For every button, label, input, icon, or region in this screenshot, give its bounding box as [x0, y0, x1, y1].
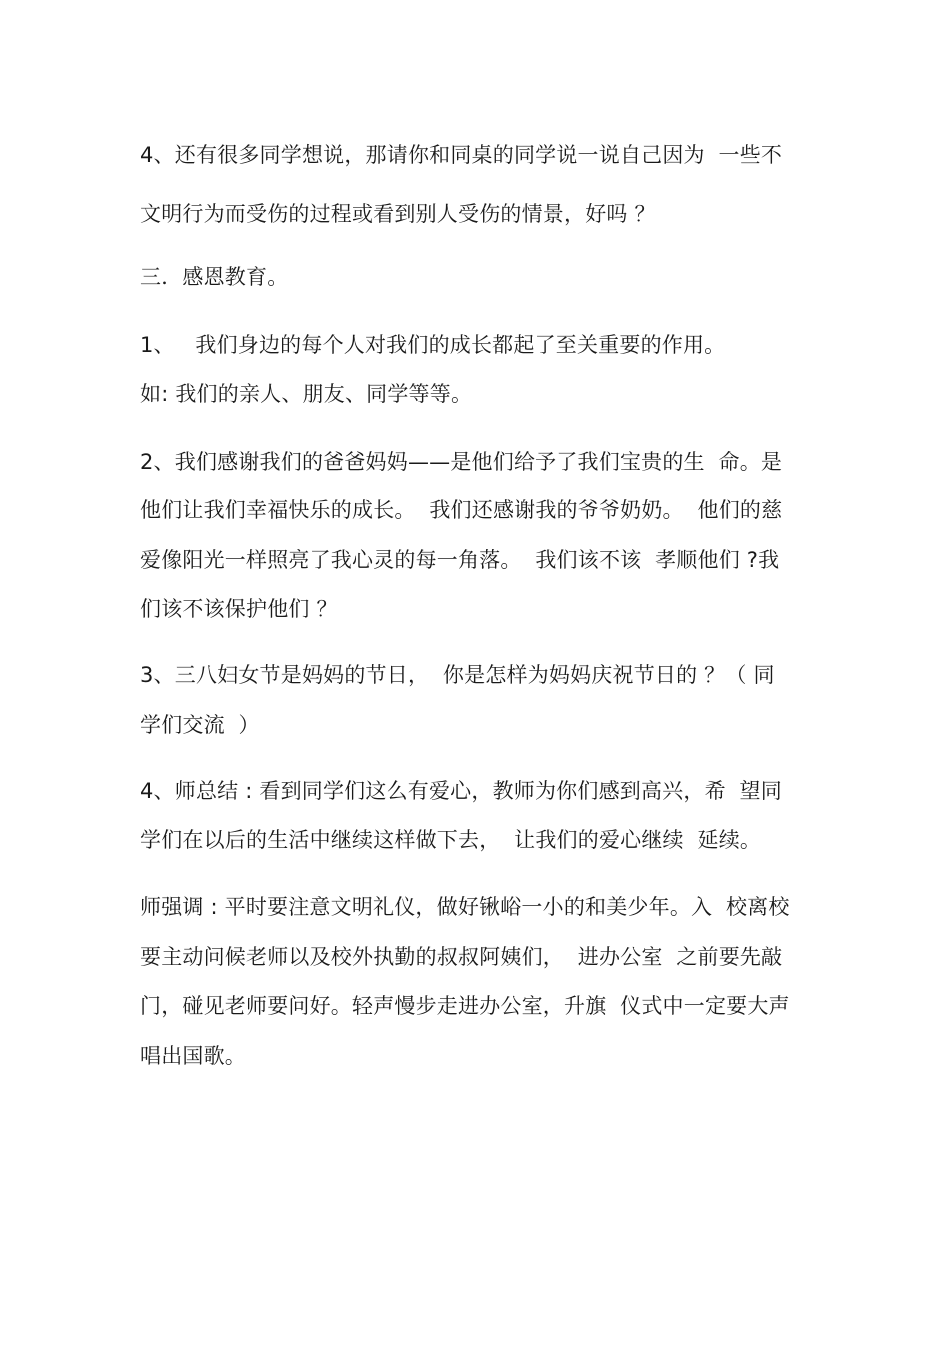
text-line: 要主动问候老师以及校外执勤的叔叔阿姨们， 进办公室 之前要先敲 [140, 945, 783, 969]
text-line: 门，碰见老师要问好。轻声慢步走进办公室，升旗 仪式中一定要大声 [140, 994, 790, 1018]
text-line: 师强调 : 平时要注意文明礼仪，做好锹峪一小的和美少年。入 校离校 [140, 895, 790, 919]
text-line: 学们交流 ） [140, 713, 260, 737]
text-line: 唱出国歌。 [140, 1044, 246, 1068]
text-line: 4、还有很多同学想说，那请你和同桌的同学说一说自己因为 一些不 [140, 143, 783, 167]
text-line: 如: 我们的亲人、朋友、同学等等。 [140, 382, 473, 406]
text-line: 他们让我们幸福快乐的成长。 我们还感谢我的爷爷奶奶。 他们的慈 [140, 498, 783, 522]
text-line: 爱像阳光一样照亮了我心灵的每一角落。 我们该不该 孝顺他们 ?我 [140, 548, 780, 572]
text-line: 学们在以后的生活中继续这样做下去， 让我们的爱心继续 延续。 [140, 828, 762, 852]
text-line: 1、 我们身边的每个人对我们的成长都起了至关重要的作用。 [140, 333, 726, 357]
section-heading: 三．感恩教育。 [140, 265, 289, 289]
text-line: 们该不该保护他们 ？ [140, 597, 338, 621]
text-line: 4、师总结 : 看到同学们这么有爱心，教师为你们感到高兴，希 望同 [140, 779, 782, 803]
text-line: 3、三八妇女节是妈妈的节日， 你是怎样为妈妈庆祝节日的 ？（ 同 [140, 663, 775, 687]
text-line: 文明行为而受伤的过程或看到别人受伤的情景，好吗 ？ [140, 202, 656, 226]
text-line: 2、我们感谢我们的爸爸妈妈——是他们给予了我们宝贵的生 命。是 [140, 450, 783, 474]
